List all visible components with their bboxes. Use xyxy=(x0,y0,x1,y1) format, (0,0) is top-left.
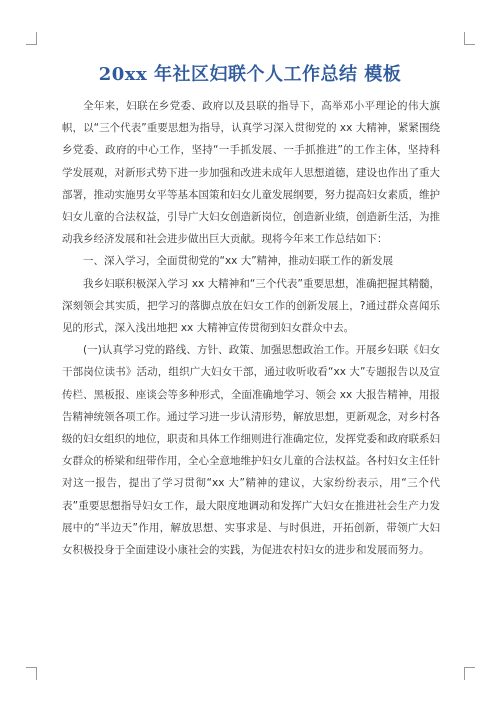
document-title xyxy=(0,60,500,86)
intro-paragraph: 全年来，妇联在乡党委、政府以及县联的指导下，高举邓小平理论的伟大旗帜，以“三个代表”重要思想为指导，认真学习深入贯彻党的 xx 大精神，紧紧围绕乡党委、政府的中心工作，坚持“一手抓发展、一手抓推进”的工作主体，坚持科学发展观，对新形式势下进一步加强和改进未成年人思想道德，建设也作出了重大部署，推动实施男女平等基本国策和妇女儿童发展纲要，努力提高妇女素质，维护妇女儿童的合法权益，引导广大妇女创造新岗位，创造新业绩，创造新生活，为推动我乡经济发展和社会进步做出巨大贡献。现将今年来工作总结如下： xyxy=(62,100,440,246)
crop-mark-bottom-left xyxy=(26,667,37,680)
subsection-paragraph: (一)认真学习党的路线、方针、政策、加强思想政治工作。开展乡妇联《妇女干部岗位读书》活动，组织广大妇女干部，通过收听收看“xx 大”专题报告以及宣传栏、黑板报、座谈会等多种形式，全面准确地学习、领会 xx 大报告精神，用报告精神统领各项工作。通过学习进一步认清形势，解放思想，更新观念，对乡村各级的妇女组织的地位，职责和具体工作细则进行准确定位，发挥党委和政府联系妇女群众的桥梁和纽带作用，全心全意地维护妇女儿童的合法权益。各村妇女主任针对这一报告，提出了学习贯彻“xx 大”精神的建议，大家纷纷表示，用“三个代表”重要思想指导妇女工作，最大限度地调动和发挥广大妇女在推进社会生产力发展中的“半边天”作用，解放思想、实事求是、与时俱进，开拓创新，带领广大妇女积极投身于全面建设小康社会的实践，为促进农村妇女的进步和发展而努力。 xyxy=(62,344,440,557)
crop-mark-top-right xyxy=(464,32,475,45)
title-year: 20xx xyxy=(98,64,148,85)
crop-mark-top-left xyxy=(26,32,37,45)
title-text: 年社区妇联个人工作总结 模板 xyxy=(147,64,402,85)
section-paragraph: 我乡妇联积极深入学习 xx 大精神和“三个代表”重要思想，准确把握其精髓，深刻领会其实质，把学习的落脚点放在妇女工作的创新发展上，?通过群众喜闻乐见的形式，深入浅出地把 xx 大精神宣传贯彻到妇女群众中去。 xyxy=(62,277,440,335)
section-heading: 一、深入学习，全面贯彻党的“xx 大”精神，推动妇联工作的新发展 xyxy=(83,255,394,268)
crop-mark-bottom-right xyxy=(464,667,475,680)
document-body xyxy=(62,95,440,561)
